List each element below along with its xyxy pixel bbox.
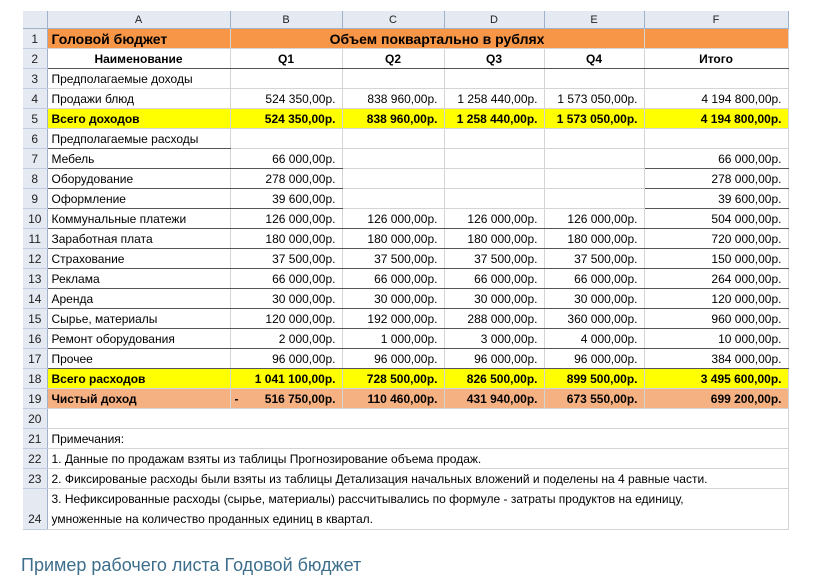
row-header[interactable]: 22 <box>23 449 47 469</box>
value-cell[interactable]: 384 000,00р. <box>644 349 788 369</box>
table-row <box>23 309 788 329</box>
value-cell[interactable] <box>342 169 444 189</box>
budget-grid <box>23 11 789 530</box>
value-cell[interactable]: 126 000,00р. <box>444 209 544 229</box>
table-row <box>23 49 788 69</box>
value-cell[interactable]: 126 000,00р. <box>230 209 342 229</box>
value-cell[interactable]: 30 000,00р. <box>230 289 342 309</box>
row-label-cell[interactable]: Продажи блюд <box>47 89 230 109</box>
value-cell[interactable]: 110 460,00р. <box>342 389 444 409</box>
header-q3-cell[interactable]: Q3 <box>444 49 544 69</box>
value-cell[interactable]: 66 000,00р. <box>644 149 788 169</box>
table-row <box>23 149 788 169</box>
value-cell[interactable]: 826 500,00р. <box>444 369 544 389</box>
value-cell[interactable]: 180 000,00р. <box>230 229 342 249</box>
table-row <box>23 169 788 189</box>
row-label-cell[interactable]: Коммунальные платежи <box>47 209 230 229</box>
value-cell[interactable]: 96 000,00р. <box>342 349 444 369</box>
column-header-a[interactable]: A <box>47 11 230 29</box>
value-cell[interactable] <box>444 189 544 209</box>
value-cell[interactable]: 1 041 100,00р. <box>230 369 342 389</box>
row-header[interactable]: 14 <box>23 289 47 309</box>
row-header[interactable]: 20 <box>23 409 47 429</box>
value-cell[interactable]: 838 960,00р. <box>342 109 444 129</box>
value-cell[interactable] <box>544 189 644 209</box>
value-cell[interactable]: 838 960,00р. <box>342 89 444 109</box>
value-cell[interactable]: 30 000,00р. <box>444 289 544 309</box>
value-cell[interactable]: 120 000,00р. <box>644 289 788 309</box>
table-row <box>23 409 788 429</box>
value-cell[interactable]: 1 573 050,00р. <box>544 109 644 129</box>
value-cell[interactable] <box>644 129 788 149</box>
row-header[interactable]: 8 <box>23 169 47 189</box>
row-header[interactable]: 12 <box>23 249 47 269</box>
table-row <box>23 449 788 469</box>
value-cell[interactable]: 66 000,00р. <box>544 269 644 289</box>
column-header-d[interactable]: D <box>444 11 544 29</box>
value-cell[interactable] <box>444 169 544 189</box>
value-cell[interactable] <box>444 149 544 169</box>
value-cell[interactable]: 96 000,00р. <box>230 349 342 369</box>
header-q4-cell[interactable]: Q4 <box>544 49 644 69</box>
row-label-cell[interactable]: Аренда <box>47 289 230 309</box>
row-label-cell[interactable]: Прочее <box>47 349 230 369</box>
row-header[interactable]: 1 <box>23 29 47 49</box>
quarterly-header-cell[interactable]: Объем поквартально в рублях <box>230 29 644 49</box>
table-row <box>23 229 788 249</box>
table-row <box>23 249 788 269</box>
value-cell[interactable] <box>444 69 544 89</box>
row-header[interactable]: 21 <box>23 429 47 449</box>
value-cell[interactable]: 37 500,00р. <box>230 249 342 269</box>
table-row <box>23 469 788 489</box>
row-label-cell[interactable]: Страхование <box>47 249 230 269</box>
row-label-cell[interactable]: Всего расходов <box>47 369 230 389</box>
value-cell[interactable]: 524 350,00р. <box>230 89 342 109</box>
column-header-c[interactable]: C <box>342 11 444 29</box>
select-all-corner[interactable] <box>23 11 47 29</box>
value-cell[interactable]: 192 000,00р. <box>342 309 444 329</box>
row-header[interactable]: 9 <box>23 189 47 209</box>
value-cell[interactable]: 2 000,00р. <box>230 329 342 349</box>
value-cell[interactable]: 699 200,00р. <box>644 389 788 409</box>
table-row <box>23 489 788 530</box>
table-row <box>23 209 788 229</box>
value-cell[interactable]: 1 000,00р. <box>342 329 444 349</box>
value-cell[interactable]: 180 000,00р. <box>342 229 444 249</box>
row-header[interactable]: 7 <box>23 149 47 169</box>
table-row <box>23 389 788 409</box>
value-cell[interactable]: 96 000,00р. <box>544 349 644 369</box>
table-row <box>23 329 788 349</box>
value-cell[interactable]: 360 000,00р. <box>544 309 644 329</box>
row-header[interactable]: 18 <box>23 369 47 389</box>
note-3-line-1: 3. Нефиксированные расходы (сырье, материалы) рассчитывались по формуле - затраты продуктов на единицу, <box>51 492 684 506</box>
value-cell[interactable]: 126 000,00р. <box>342 209 444 229</box>
value-cell[interactable] <box>230 389 342 409</box>
value-cell[interactable]: 1 573 050,00р. <box>544 89 644 109</box>
row-label-cell[interactable]: Заработная плата <box>47 229 230 249</box>
column-header-b[interactable]: B <box>230 11 342 29</box>
value-cell[interactable]: 66 000,00р. <box>230 269 342 289</box>
value-cell[interactable]: 728 500,00р. <box>342 369 444 389</box>
row-label-cell[interactable]: Ремонт оборудования <box>47 329 230 349</box>
note-1[interactable]: 1. Данные по продажам взяты из таблицы Прогнозирование объема продаж. <box>47 449 788 469</box>
table-row <box>23 189 788 209</box>
value-cell[interactable]: 39 600,00р. <box>644 189 788 209</box>
value-cell[interactable]: 30 000,00р. <box>342 289 444 309</box>
value-cell[interactable] <box>230 69 342 89</box>
value-cell[interactable]: 524 350,00р. <box>230 109 342 129</box>
value-cell[interactable] <box>342 189 444 209</box>
value-cell[interactable]: 3 495 600,00р. <box>644 369 788 389</box>
value-cell[interactable]: 180 000,00р. <box>444 229 544 249</box>
column-header-e[interactable]: E <box>544 11 644 29</box>
row-header[interactable]: 13 <box>23 269 47 289</box>
value-cell[interactable]: 37 500,00р. <box>444 249 544 269</box>
value-cell[interactable]: 4 194 800,00р. <box>644 89 788 109</box>
row-header[interactable]: 23 <box>23 469 47 489</box>
column-header-f[interactable]: F <box>644 11 788 29</box>
value-cell[interactable]: 120 000,00р. <box>230 309 342 329</box>
row-label-cell[interactable]: Сырье, материалы <box>47 309 230 329</box>
value-text: 516 750,00р. <box>264 391 336 406</box>
row-header[interactable]: 6 <box>23 129 47 149</box>
value-cell[interactable]: 39 600,00р. <box>230 189 342 209</box>
value-cell[interactable] <box>544 69 644 89</box>
row-label-cell[interactable]: Всего доходов <box>47 109 230 129</box>
note-2[interactable]: 2. Фиксированые расходы были взяты из таблицы Детализация начальных вложений и поделены на 4 равные части. <box>47 469 788 489</box>
figure-caption: Пример рабочего листа Годовой бюджет <box>21 555 362 575</box>
value-cell[interactable]: 96 000,00р. <box>444 349 544 369</box>
row-label-cell[interactable]: Предполагаемые расходы <box>47 129 230 149</box>
row-header[interactable]: 5 <box>23 109 47 129</box>
table-row <box>23 289 788 309</box>
value-cell[interactable]: 30 000,00р. <box>544 289 644 309</box>
value-cell[interactable]: 431 940,00р. <box>444 389 544 409</box>
value-cell[interactable]: 37 500,00р. <box>544 249 644 269</box>
header-total-cell[interactable]: Итого <box>644 49 788 69</box>
value-cell[interactable] <box>544 169 644 189</box>
value-cell[interactable]: 1 258 440,00р. <box>444 109 544 129</box>
value-cell[interactable]: 278 000,00р. <box>644 169 788 189</box>
value-cell[interactable]: 288 000,00р. <box>444 309 544 329</box>
header-name-cell[interactable]: Наименование <box>47 49 230 69</box>
value-cell[interactable]: 150 000,00р. <box>644 249 788 269</box>
row-label-cell[interactable]: Оборудование <box>47 169 230 189</box>
header-q1-cell[interactable]: Q1 <box>230 49 342 69</box>
row-label-cell[interactable]: Реклама <box>47 269 230 289</box>
value-cell[interactable]: 4 000,00р. <box>544 329 644 349</box>
value-cell[interactable]: 4 194 800,00р. <box>644 109 788 129</box>
row-header[interactable]: 24 <box>23 489 47 530</box>
table-row <box>23 369 788 389</box>
value-cell[interactable]: 37 500,00р. <box>342 249 444 269</box>
value-cell[interactable]: 126 000,00р. <box>544 209 644 229</box>
value-cell[interactable] <box>444 129 544 149</box>
sheet-title-cell[interactable]: Головой бюджет <box>47 29 230 49</box>
table-row <box>23 269 788 289</box>
spreadsheet <box>23 11 788 528</box>
row-header[interactable]: 11 <box>23 229 47 249</box>
header-q2-cell[interactable]: Q2 <box>342 49 444 69</box>
value-cell[interactable] <box>230 129 342 149</box>
row-label-cell[interactable]: Предполагаемые доходы <box>47 69 230 89</box>
cell[interactable] <box>644 29 788 49</box>
value-cell[interactable] <box>342 149 444 169</box>
column-header-row <box>23 11 788 29</box>
table-row <box>23 429 788 449</box>
value-cell[interactable] <box>644 69 788 89</box>
table-row <box>23 349 788 369</box>
empty-cell[interactable] <box>47 409 788 429</box>
table-row <box>23 29 788 49</box>
value-cell[interactable]: 1 258 440,00р. <box>444 89 544 109</box>
table-row <box>23 109 788 129</box>
row-header[interactable]: 3 <box>23 69 47 89</box>
table-row <box>23 129 788 149</box>
row-label-cell[interactable]: Чистый доход <box>47 389 230 409</box>
row-header[interactable]: 17 <box>23 349 47 369</box>
table-row <box>23 69 788 89</box>
table-row <box>23 89 788 109</box>
value-cell[interactable]: 264 000,00р. <box>644 269 788 289</box>
note-3[interactable] <box>47 489 788 530</box>
notes-heading[interactable]: Примечания: <box>47 429 788 449</box>
value-cell[interactable]: 960 000,00р. <box>644 309 788 329</box>
value-cell[interactable]: 66 000,00р. <box>230 149 342 169</box>
value-cell[interactable] <box>342 69 444 89</box>
value-cell[interactable]: 504 000,00р. <box>644 209 788 229</box>
value-cell[interactable] <box>544 129 644 149</box>
value-cell[interactable] <box>342 129 444 149</box>
row-header[interactable]: 4 <box>23 89 47 109</box>
negative-dash: - <box>234 391 239 406</box>
row-header[interactable]: 15 <box>23 309 47 329</box>
value-cell[interactable]: 899 500,00р. <box>544 369 644 389</box>
value-cell[interactable]: 66 000,00р. <box>342 269 444 289</box>
note-3-line-2: умноженные на количество проданных единиц в квартал. <box>51 512 373 526</box>
value-cell[interactable]: 3 000,00р. <box>444 329 544 349</box>
value-cell[interactable]: 278 000,00р. <box>230 169 342 189</box>
row-header[interactable]: 19 <box>23 389 47 409</box>
value-cell[interactable]: 10 000,00р. <box>644 329 788 349</box>
row-header[interactable]: 2 <box>23 49 47 69</box>
row-label-cell[interactable]: Оформление <box>47 189 230 209</box>
value-cell[interactable]: 720 000,00р. <box>644 229 788 249</box>
row-label-cell[interactable]: Мебель <box>47 149 230 169</box>
value-cell[interactable]: 673 550,00р. <box>544 389 644 409</box>
row-header[interactable]: 16 <box>23 329 47 349</box>
value-cell[interactable]: 66 000,00р. <box>444 269 544 289</box>
row-header[interactable]: 10 <box>23 209 47 229</box>
value-cell[interactable]: 180 000,00р. <box>544 229 644 249</box>
value-cell[interactable] <box>544 149 644 169</box>
